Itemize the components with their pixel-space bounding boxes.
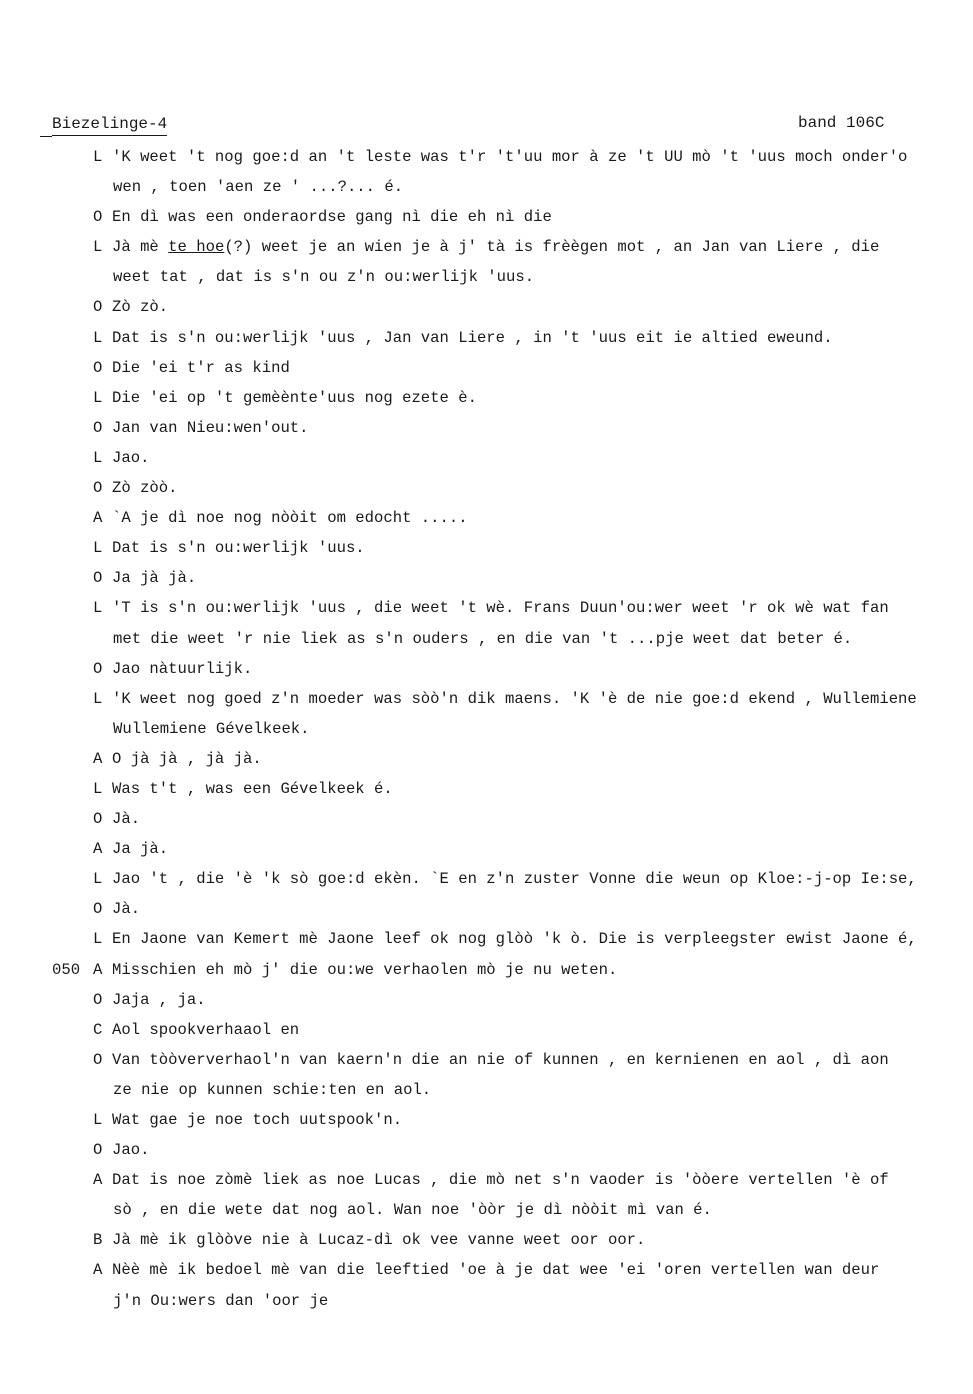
transcript-turn [0,955,973,985]
transcript-turn [0,1105,973,1135]
transcript-turn [0,864,973,894]
transcript-turn [0,774,973,804]
transcript-line: Dat is s'n ou:werlijk 'uus. [112,539,365,558]
transcript-turn [0,533,973,563]
transcript-turn [0,443,973,473]
transcript-turn [0,353,973,383]
transcript-turn [0,985,973,1015]
speaker-label: O [93,208,103,227]
transcript-line: Misschien eh mò j' die ou:we verhaolen mò je nu weten. [112,960,618,979]
speaker-label: O [93,298,103,317]
speaker-label: L [93,539,103,558]
transcript-turn [0,413,973,443]
transcript-line: Jà mè ik glòòve nie à Lucaz-dì ok vee vanne weet oor oor. [112,1231,646,1250]
speaker-label: O [93,358,103,377]
speaker-label: L [93,448,103,467]
transcript-line: En Jaone van Kemert mè Jaone leef ok nog glòò 'k ò. Die is verpleegster ewist Jaone é, [112,930,917,949]
transcript-line: sò , en die wete dat nog aol. Wan noe 'òòr je dì nòòit mì van é. [113,1201,712,1220]
transcript-turn [0,142,973,202]
transcript-turn [0,804,973,834]
speaker-label: L [93,689,103,708]
speaker-label: A [93,840,103,859]
speaker-label: O [93,900,103,919]
transcript-turn [0,1165,973,1225]
transcript-line: Jao 't , die 'è 'k sò goe:d ekèn. `E en z'n zuster Vonne die weun op Kloe:-j-op Ie:se, [112,870,917,889]
speaker-label: L [93,238,103,257]
underlined-text: te hoe [168,238,225,257]
transcript-line: met die weet 'r nie liek as s'n ouders , en die van 't ...pje weet dat beter é. [113,629,853,648]
speaker-label: O [93,659,103,678]
transcript-line: Ja jà jà. [112,569,197,588]
transcript-line: Aol spookverhaaol en [112,1020,300,1039]
speaker-label: L [93,930,103,949]
transcript-line: 'T is s'n ou:werlijk 'uus , die weet 't wè. Frans Duun'ou:wer weet 'r ok wè wat fan [112,599,889,618]
speaker-label: L [93,388,103,407]
transcript-body [0,142,973,1316]
transcript-line: Van tòòververhaol'n van kaern'n die an nie of kunnen , en kernienen en aol , dì aon [112,1050,889,1069]
transcript-line: ze nie op kunnen schie:ten en aol. [113,1080,432,1099]
transcript-line: Was t't , was een Gévelkeek é. [112,779,393,798]
transcript-line: Jao. [112,448,150,467]
transcript-line: Die 'ei t'r as kind [112,358,290,377]
speaker-label: O [93,569,103,588]
transcript-line: Jao. [112,1141,150,1160]
transcript-line: Jà mè te hoe(?) weet je an wien je à j' tà is frèègen mot , an Jan van Liere , die [112,238,880,257]
transcript-turn [0,1135,973,1165]
transcript-turn [0,503,973,533]
transcript-line: Jao nàtuurlijk. [112,659,253,678]
transcript-turn [0,383,973,413]
speaker-label: A [93,960,103,979]
transcript-line: Wat gae je noe toch uutspook'n. [112,1111,403,1129]
speaker-label: A [93,1171,103,1190]
transcript-turn [0,473,973,503]
speaker-label: O [93,990,103,1009]
transcript-line: En dì was een onderaordse gang nì die eh nì die [112,208,552,227]
transcript-turn [0,323,973,353]
transcript-turn [0,924,973,954]
transcript-turn [0,1225,973,1255]
transcript-line: Jan van Nieu:wen'out. [112,418,309,437]
transcript-line: Jà. [112,810,141,829]
speaker-label: L [93,328,103,347]
speaker-label: L [93,870,103,889]
speaker-label: L [93,1111,103,1129]
speaker-label: O [93,1141,103,1160]
speaker-label: L [93,779,103,798]
transcript-line: Wullemiene Gévelkeek. [113,719,310,738]
transcript-line: Dat is s'n ou:werlijk 'uus , Jan van Liere , in 't 'uus eit ie altied eweund. [112,328,833,347]
speaker-label: C [93,1020,103,1039]
transcript-turn [0,1045,973,1105]
transcript-line: 'K weet 't nog goe:d an 't leste was t'r 't'uu mor à ze 't UU mò 't 'uus moch onder'o [112,148,908,166]
speaker-label: A [93,749,103,768]
transcript-turn [0,684,973,744]
transcript-line: Ja jà. [112,840,169,859]
transcript-line: Nèè mè ik bedoel mè van die leeftied 'oe à je dat wee 'ei 'oren vertellen wan deur [112,1261,880,1280]
line-number: 050 [52,960,81,979]
transcript-line: Zò zòò. [112,479,178,498]
transcript-turn [0,232,973,292]
speaker-label: L [93,599,103,618]
speaker-label: O [93,1050,103,1069]
transcript-line: Jaja , ja. [112,990,206,1009]
transcript-turn [0,593,973,653]
band-label: band 106C [798,114,885,132]
transcript-line: Zò zò. [112,298,169,317]
transcript-line: 'K weet nog goed z'n moeder was sòò'n dik maens. 'K 'è de nie goe:d ekend , Wullemiene [112,689,917,708]
transcript-turn [0,654,973,684]
transcript-line: O jà jà , jà jà. [112,749,262,768]
transcript-turn [0,1015,973,1045]
transcript-line: Jà. [112,900,141,919]
speaker-label: O [93,810,103,829]
transcript-turn [0,834,973,864]
speaker-label: A [93,1261,103,1280]
transcript-line: Dat is noe zòmè liek as noe Lucas , die mò net s'n vaoder is 'òòere vertellen 'è of [112,1171,889,1190]
speaker-label: L [93,148,103,166]
transcript-line: Die 'ei op 't gemèènte'uus nog ezete è. [112,388,477,407]
transcript-turn [0,202,973,232]
transcript-line: wen , toen 'aen ze ' ...?... é. [113,178,404,197]
speaker-label: O [93,479,103,498]
transcript-turn [0,292,973,322]
transcript-line: j'n Ou:wers dan 'oor je [113,1291,329,1310]
speaker-label: B [93,1231,103,1250]
transcript-turn [0,894,973,924]
transcript-turn [0,563,973,593]
speaker-label: O [93,418,103,437]
document-title: Biezelinge-4 [52,114,167,136]
transcript-turn [0,744,973,774]
transcript-line: weet tat , dat is s'n ou z'n ou:werlijk 'uus. [113,268,535,287]
speaker-label: A [93,509,103,528]
transcript-turn [0,1255,973,1315]
transcript-line: `A je dì noe nog nòòit om edocht ..... [112,509,468,528]
